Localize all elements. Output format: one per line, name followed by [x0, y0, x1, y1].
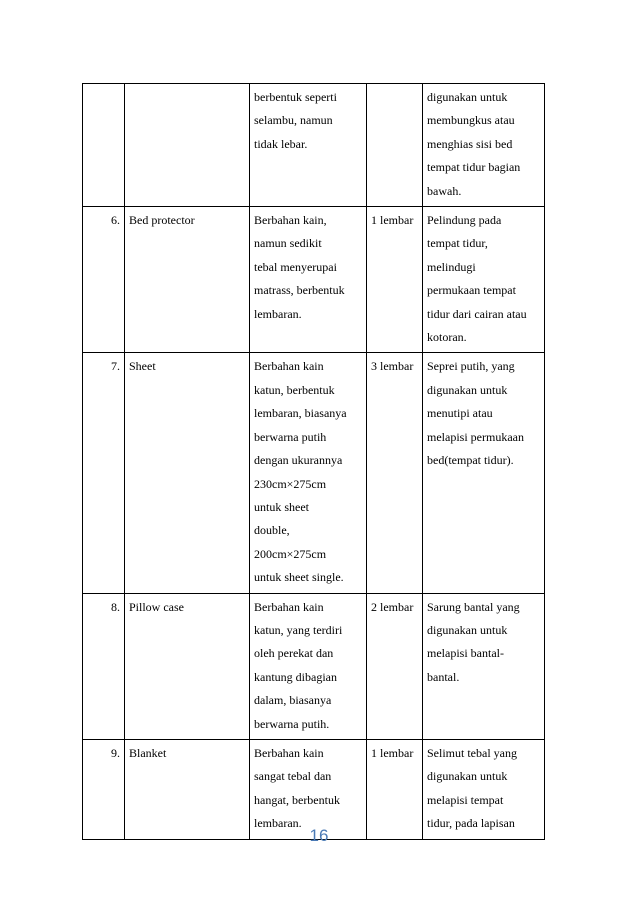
description-line: matrass, berbentuk [254, 283, 345, 298]
quantity-cell: 1 lembar [367, 739, 423, 839]
function-cell [423, 593, 545, 739]
description-cell [250, 739, 367, 839]
item-name-cell: Blanket [125, 739, 250, 839]
description-line: double, [254, 523, 290, 538]
description-line: Berbahan kain [254, 745, 324, 760]
function-line: melapisi bantal- [427, 646, 504, 661]
quantity-cell: 2 lembar [367, 593, 423, 739]
description-line: Berbahan kain, [254, 213, 327, 228]
function-line: Selimut tebal yang [427, 745, 517, 760]
function-line: tidur dari cairan atau [427, 306, 527, 321]
table-row [83, 207, 545, 353]
function-line: digunakan untuk [427, 382, 508, 397]
description-line: Berbahan kain [254, 359, 324, 374]
function-line: digunakan untuk [427, 622, 508, 637]
function-line: kotoran. [427, 330, 467, 345]
function-line: tempat tidur, [427, 236, 488, 251]
function-line: digunakan untuk [427, 769, 508, 784]
row-number-cell: 7. [83, 353, 125, 593]
quantity-cell [367, 84, 423, 207]
function-line: melindugi [427, 259, 476, 274]
function-line: menutipi atau [427, 406, 493, 421]
function-line: menghias sisi bed [427, 136, 513, 151]
quantity-cell: 3 lembar [367, 353, 423, 593]
description-line: berwarna putih. [254, 716, 330, 731]
row-number-cell: 8. [83, 593, 125, 739]
row-number-cell: 6. [83, 207, 125, 353]
description-line: tebal menyerupai [254, 259, 337, 274]
description-line: kantung dibagian [254, 669, 337, 684]
description-line: tidak lebar. [254, 136, 308, 151]
description-line: lembaran. [254, 816, 302, 831]
table-row [83, 739, 545, 839]
description-line: dalam, biasanya [254, 693, 332, 708]
description-line: katun, berbentuk [254, 382, 335, 397]
description-line: berwarna putih [254, 429, 327, 444]
description-line: Berbahan kain [254, 599, 324, 614]
table-body [83, 84, 545, 840]
table-row [83, 84, 545, 207]
function-cell [423, 739, 545, 839]
item-name-cell: Bed protector [125, 207, 250, 353]
description-line: namun sedikit [254, 236, 322, 251]
description-line: 200cm×275cm [254, 546, 327, 561]
description-line: berbentuk seperti [254, 90, 337, 104]
function-cell [423, 207, 545, 353]
table-row [83, 353, 545, 593]
table-row [83, 593, 545, 739]
linen-inventory-table [82, 83, 545, 840]
description-line: selambu, namun [254, 113, 333, 128]
function-cell [423, 353, 545, 593]
function-line: bantal. [427, 669, 460, 684]
description-line: dengan ukurannya [254, 453, 343, 468]
function-line: digunakan untuk [427, 90, 508, 104]
description-line: lembaran. [254, 306, 302, 321]
function-line: Sarung bantal yang [427, 599, 520, 614]
function-line: tidur, pada lapisan [427, 816, 515, 831]
description-line: sangat tebal dan [254, 769, 332, 784]
description-line: 230cm×275cm [254, 476, 327, 491]
function-line: Seprei putih, yang [427, 359, 515, 374]
description-line: untuk sheet single. [254, 570, 344, 585]
quantity-cell: 1 lembar [367, 207, 423, 353]
item-name-cell: Pillow case [125, 593, 250, 739]
function-line: tempat tidur bagian [427, 160, 521, 175]
function-line: permukaan tempat [427, 283, 516, 298]
function-line: bawah. [427, 183, 462, 198]
function-line: bed(tempat tidur). [427, 453, 514, 468]
description-line: lembaran, biasanya [254, 406, 347, 421]
function-line: melapisi tempat [427, 792, 504, 807]
function-line: membungkus atau [427, 113, 515, 128]
function-line: melapisi permukaan [427, 429, 524, 444]
row-number-cell [83, 84, 125, 207]
row-number-cell: 9. [83, 739, 125, 839]
description-cell [250, 593, 367, 739]
item-name-cell [125, 84, 250, 207]
item-name-cell: Sheet [125, 353, 250, 593]
description-line: hangat, berbentuk [254, 792, 340, 807]
description-cell [250, 353, 367, 593]
description-line: oleh perekat dan [254, 646, 334, 661]
description-cell [250, 207, 367, 353]
function-line: Pelindung pada [427, 213, 502, 228]
description-line: untuk sheet [254, 499, 309, 514]
description-line: katun, yang terdiri [254, 622, 343, 637]
description-cell [250, 84, 367, 207]
function-cell [423, 84, 545, 207]
page-number: 16 [309, 826, 329, 845]
